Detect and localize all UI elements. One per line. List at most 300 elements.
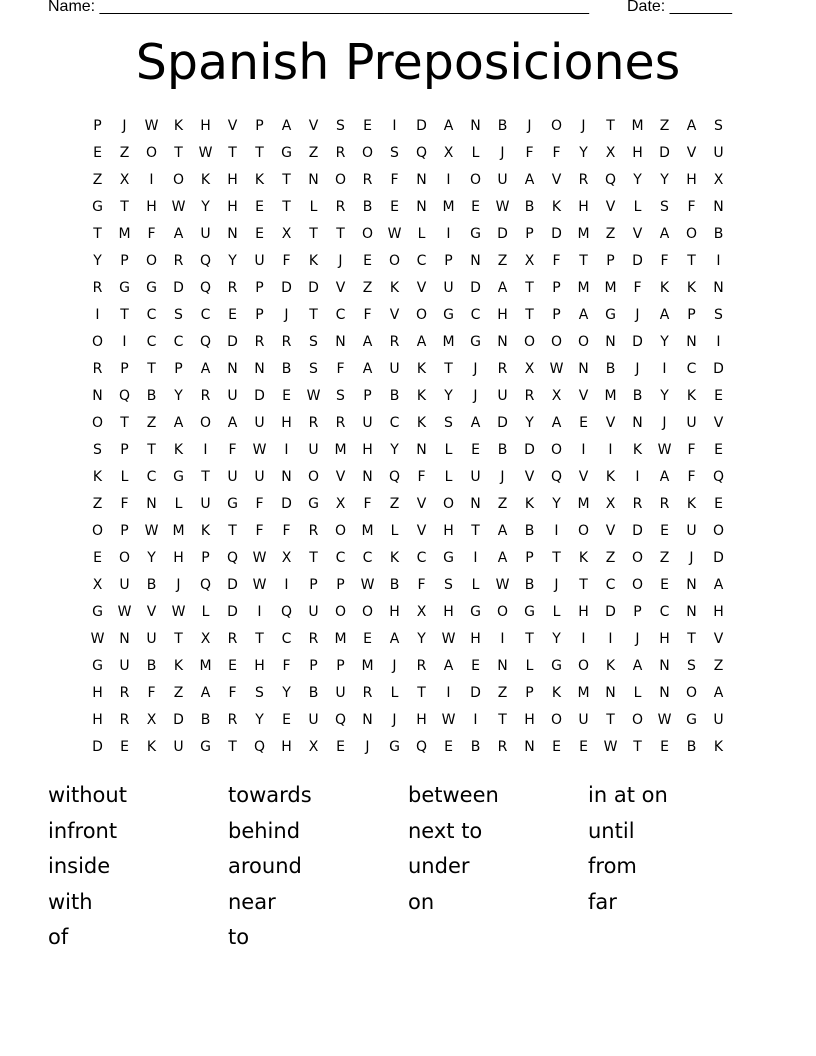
grid-letter: K xyxy=(524,496,535,512)
grid-letter: Z xyxy=(713,658,724,674)
word-list-item: with xyxy=(48,889,93,914)
grid-letter: P xyxy=(552,307,561,323)
grid-letter: U xyxy=(308,604,319,620)
grid-letter: B xyxy=(146,577,157,593)
grid-letter: Q xyxy=(280,604,293,620)
grid-letter: U xyxy=(578,712,589,728)
grid-letter: D xyxy=(632,253,643,269)
word-list xyxy=(48,778,768,956)
grid-letter: F xyxy=(282,523,291,539)
grid-letter: X xyxy=(146,712,157,728)
grid-letter: S xyxy=(714,118,723,134)
grid-letter: K xyxy=(254,172,265,188)
grid-letter: N xyxy=(362,469,373,485)
grid-letter: T xyxy=(255,145,264,161)
grid-letter: A xyxy=(686,118,697,134)
grid-letter: E xyxy=(363,631,372,647)
grid-letter: N xyxy=(119,631,130,647)
grid-letter: G xyxy=(92,658,103,674)
grid-letter: U xyxy=(146,631,157,647)
grid-letter: F xyxy=(120,496,129,512)
grid-letter: I xyxy=(122,334,127,350)
grid-letter: F xyxy=(417,577,426,593)
grid-letter: Y xyxy=(174,388,183,404)
grid-letter: F xyxy=(687,199,696,215)
grid-letter: N xyxy=(497,334,508,350)
grid-letter: G xyxy=(551,658,562,674)
grid-letter: I xyxy=(554,523,559,539)
grid-letter: S xyxy=(660,199,669,215)
grid-letter: L xyxy=(309,199,318,215)
grid-letter: P xyxy=(120,523,129,539)
grid-letter: S xyxy=(444,577,453,593)
grid-letter: W xyxy=(90,631,105,647)
grid-letter: D xyxy=(713,550,724,566)
grid-letter: D xyxy=(632,334,643,350)
grid-letter: Z xyxy=(92,496,103,512)
grid-letter: I xyxy=(473,550,478,566)
grid-letter: F xyxy=(363,496,372,512)
grid-letter: H xyxy=(227,199,238,215)
grid-letter: C xyxy=(605,577,616,593)
grid-letter: R xyxy=(200,388,211,404)
grid-letter: M xyxy=(604,280,617,296)
grid-letter: V xyxy=(551,172,562,188)
grid-letter: F xyxy=(255,496,264,512)
date-field[interactable]: Date: _______ xyxy=(627,0,732,15)
grid-row xyxy=(84,383,732,410)
grid-letter: H xyxy=(254,658,265,674)
grid-letter: R xyxy=(497,361,508,377)
grid-letter: N xyxy=(686,334,697,350)
letter-grid xyxy=(84,113,732,761)
grid-letter: I xyxy=(203,442,208,458)
grid-row xyxy=(84,572,732,599)
grid-letter: N xyxy=(254,361,265,377)
grid-letter: R xyxy=(254,334,265,350)
grid-letter: O xyxy=(577,658,590,674)
word-list-item: until xyxy=(588,818,635,843)
grid-letter: U xyxy=(227,388,238,404)
grid-letter: G xyxy=(92,199,103,215)
grid-letter: N xyxy=(470,496,481,512)
grid-letter: E xyxy=(444,739,453,755)
grid-letter: E xyxy=(714,442,723,458)
grid-letter: B xyxy=(497,118,508,134)
grid-letter: G xyxy=(470,604,481,620)
grid-letter: J xyxy=(392,712,397,728)
grid-letter: P xyxy=(309,577,318,593)
grid-letter: X xyxy=(524,253,535,269)
grid-letter: Y xyxy=(660,172,669,188)
grid-letter: Z xyxy=(605,550,616,566)
grid-row xyxy=(84,653,732,680)
grid-letter: S xyxy=(174,307,183,323)
grid-letter: T xyxy=(525,280,534,296)
grid-letter: O xyxy=(199,415,212,431)
grid-letter: I xyxy=(392,118,397,134)
grid-letter: T xyxy=(174,631,183,647)
grid-letter: T xyxy=(147,442,156,458)
grid-letter: N xyxy=(713,280,724,296)
grid-letter: C xyxy=(200,307,211,323)
grid-letter: K xyxy=(551,685,562,701)
grid-letter: P xyxy=(606,253,615,269)
grid-letter: A xyxy=(362,361,373,377)
grid-letter: U xyxy=(470,469,481,485)
grid-letter: J xyxy=(392,658,397,674)
grid-letter: W xyxy=(198,145,213,161)
grid-letter: M xyxy=(631,118,644,134)
grid-letter: R xyxy=(362,685,373,701)
grid-letter: L xyxy=(417,226,426,242)
grid-letter: U xyxy=(497,388,508,404)
grid-letter: V xyxy=(605,199,616,215)
grid-letter: J xyxy=(635,631,640,647)
grid-letter: L xyxy=(444,469,453,485)
grid-letter: F xyxy=(417,469,426,485)
grid-letter: E xyxy=(714,388,723,404)
grid-letter: H xyxy=(659,631,670,647)
grid-letter: A xyxy=(524,172,535,188)
grid-letter: P xyxy=(525,226,534,242)
grid-letter: G xyxy=(308,496,319,512)
grid-letter: Q xyxy=(415,145,428,161)
grid-letter: A xyxy=(443,658,454,674)
grid-letter: T xyxy=(525,307,534,323)
grid-letter: K xyxy=(713,739,724,755)
grid-letter: K xyxy=(632,442,643,458)
grid-letter: V xyxy=(227,118,238,134)
grid-letter: H xyxy=(443,523,454,539)
grid-letter: P xyxy=(255,280,264,296)
grid-letter: U xyxy=(119,577,130,593)
grid-row xyxy=(84,464,732,491)
grid-letter: D xyxy=(605,604,616,620)
grid-letter: X xyxy=(200,631,211,647)
grid-row xyxy=(84,194,732,221)
grid-letter: N xyxy=(605,685,616,701)
grid-letter: R xyxy=(173,253,184,269)
grid-letter: H xyxy=(578,199,589,215)
grid-letter: N xyxy=(497,658,508,674)
grid-letter: P xyxy=(201,550,210,566)
grid-letter: B xyxy=(524,523,535,539)
grid-letter: U xyxy=(686,415,697,431)
grid-letter: D xyxy=(632,523,643,539)
word-list-item: without xyxy=(48,783,127,807)
word-list-item: under xyxy=(408,854,470,879)
grid-letter: A xyxy=(362,334,373,350)
grid-letter: R xyxy=(524,388,535,404)
grid-letter: E xyxy=(714,496,723,512)
grid-letter: T xyxy=(147,361,156,377)
grid-letter: L xyxy=(444,442,453,458)
grid-letter: T xyxy=(687,631,696,647)
grid-letter: A xyxy=(416,334,427,350)
grid-letter: U xyxy=(119,658,130,674)
grid-letter: A xyxy=(173,415,184,431)
grid-letter: V xyxy=(524,469,535,485)
grid-letter: P xyxy=(255,118,264,134)
grid-letter: C xyxy=(659,604,670,620)
grid-letter: U xyxy=(713,712,724,728)
grid-letter: T xyxy=(336,226,345,242)
grid-letter: I xyxy=(446,172,451,188)
grid-letter: D xyxy=(713,361,724,377)
word-list-item: infront xyxy=(48,818,118,843)
grid-letter: O xyxy=(145,253,158,269)
grid-letter: V xyxy=(713,631,724,647)
grid-letter: O xyxy=(91,523,104,539)
grid-letter: K xyxy=(416,415,427,431)
grid-letter: O xyxy=(361,145,374,161)
grid-letter: G xyxy=(443,550,454,566)
grid-letter: C xyxy=(146,307,157,323)
grid-letter: C xyxy=(470,307,481,323)
grid-letter: B xyxy=(524,577,535,593)
grid-letter: Q xyxy=(388,469,401,485)
grid-letter: L xyxy=(201,604,210,620)
grid-letter: A xyxy=(497,550,508,566)
grid-letter: X xyxy=(281,550,292,566)
grid-letter: T xyxy=(444,361,453,377)
grid-letter: B xyxy=(470,739,481,755)
grid-letter: W xyxy=(657,712,672,728)
grid-letter: T xyxy=(201,469,210,485)
grid-letter: R xyxy=(119,685,130,701)
grid-row xyxy=(84,707,732,734)
grid-letter: A xyxy=(470,415,481,431)
grid-letter: I xyxy=(149,172,154,188)
grid-letter: I xyxy=(608,442,613,458)
grid-letter: M xyxy=(577,280,590,296)
grid-letter: M xyxy=(577,685,590,701)
grid-letter: H xyxy=(578,604,589,620)
grid-row xyxy=(84,410,732,437)
grid-letter: E xyxy=(255,199,264,215)
grid-letter: N xyxy=(578,361,589,377)
grid-letter: G xyxy=(524,604,535,620)
grid-letter: K xyxy=(389,550,400,566)
grid-letter: W xyxy=(144,523,159,539)
grid-letter: D xyxy=(524,442,535,458)
grid-letter: X xyxy=(551,388,562,404)
grid-letter: Y xyxy=(282,685,291,701)
grid-letter: K xyxy=(200,172,211,188)
grid-letter: R xyxy=(227,631,238,647)
grid-letter: E xyxy=(471,199,480,215)
grid-letter: C xyxy=(281,631,292,647)
grid-letter: A xyxy=(632,658,643,674)
grid-letter: N xyxy=(659,658,670,674)
grid-letter: D xyxy=(416,118,427,134)
grid-letter: N xyxy=(335,334,346,350)
grid-letter: Z xyxy=(659,118,670,134)
name-field[interactable]: Name: _______________________________________________________ xyxy=(48,0,589,15)
grid-letter: H xyxy=(281,739,292,755)
grid-letter: A xyxy=(497,523,508,539)
word-list-item: around xyxy=(228,854,302,879)
grid-letter: H xyxy=(443,604,454,620)
grid-letter: N xyxy=(416,442,427,458)
grid-row xyxy=(84,491,732,518)
grid-letter: R xyxy=(335,415,346,431)
grid-letter: O xyxy=(361,604,374,620)
grid-letter: D xyxy=(227,334,238,350)
grid-letter: O xyxy=(577,334,590,350)
grid-letter: J xyxy=(473,361,478,377)
grid-letter: H xyxy=(362,442,373,458)
grid-letter: T xyxy=(93,226,102,242)
grid-letter: N xyxy=(470,253,481,269)
grid-letter: N xyxy=(659,685,670,701)
grid-letter: T xyxy=(174,145,183,161)
grid-letter: E xyxy=(93,550,102,566)
grid-letter: F xyxy=(228,685,237,701)
grid-letter: P xyxy=(336,658,345,674)
grid-letter: T xyxy=(471,523,480,539)
grid-letter: W xyxy=(360,577,375,593)
grid-letter: P xyxy=(552,280,561,296)
grid-letter: U xyxy=(200,496,211,512)
grid-letter: S xyxy=(309,361,318,377)
grid-letter: X xyxy=(605,496,616,512)
grid-letter: N xyxy=(308,172,319,188)
grid-letter: U xyxy=(362,415,373,431)
grid-letter: M xyxy=(334,442,347,458)
grid-letter: V xyxy=(389,307,400,323)
grid-row xyxy=(84,329,732,356)
word-list-item: behind xyxy=(228,818,301,843)
grid-letter: D xyxy=(308,280,319,296)
grid-letter: E xyxy=(471,658,480,674)
grid-letter: N xyxy=(632,415,643,431)
grid-letter: U xyxy=(335,685,346,701)
grid-letter: O xyxy=(388,253,401,269)
grid-letter: I xyxy=(716,253,721,269)
grid-letter: C xyxy=(389,415,400,431)
grid-letter: H xyxy=(497,307,508,323)
grid-letter: L xyxy=(471,145,480,161)
grid-letter: O xyxy=(685,226,698,242)
grid-letter: P xyxy=(687,307,696,323)
grid-letter: I xyxy=(446,226,451,242)
grid-letter: K xyxy=(389,280,400,296)
grid-letter: R xyxy=(362,172,373,188)
grid-letter: T xyxy=(282,172,291,188)
grid-letter: P xyxy=(120,253,129,269)
grid-letter: W xyxy=(495,199,510,215)
grid-letter: I xyxy=(284,442,289,458)
grid-letter: R xyxy=(308,523,319,539)
grid-letter: S xyxy=(336,118,345,134)
grid-letter: U xyxy=(200,226,211,242)
grid-letter: Y xyxy=(660,388,669,404)
grid-letter: I xyxy=(473,712,478,728)
grid-letter: U xyxy=(254,469,265,485)
grid-letter: B xyxy=(389,388,400,404)
grid-letter: R xyxy=(335,199,346,215)
grid-letter: R xyxy=(632,496,643,512)
grid-letter: J xyxy=(500,469,505,485)
grid-letter: F xyxy=(228,442,237,458)
grid-letter: I xyxy=(608,631,613,647)
grid-letter: C xyxy=(173,334,184,350)
grid-row xyxy=(84,437,732,464)
grid-letter: W xyxy=(603,739,618,755)
grid-letter: A xyxy=(200,361,211,377)
grid-letter: J xyxy=(635,361,640,377)
grid-letter: T xyxy=(228,145,237,161)
grid-letter: L xyxy=(525,658,534,674)
grid-letter: Z xyxy=(119,145,130,161)
grid-letter: R xyxy=(92,361,103,377)
grid-letter: A xyxy=(173,226,184,242)
grid-letter: M xyxy=(577,496,590,512)
grid-letter: O xyxy=(307,469,320,485)
grid-letter: S xyxy=(336,388,345,404)
word-list-item: far xyxy=(588,889,617,914)
grid-letter: Y xyxy=(147,550,156,566)
grid-letter: V xyxy=(686,145,697,161)
grid-letter: N xyxy=(686,577,697,593)
grid-letter: C xyxy=(146,469,157,485)
grid-letter: I xyxy=(662,361,667,377)
grid-letter: C xyxy=(146,334,157,350)
grid-letter: P xyxy=(93,118,102,134)
grid-letter: G xyxy=(146,280,157,296)
grid-letter: Z xyxy=(308,145,319,161)
grid-letter: I xyxy=(716,334,721,350)
grid-letter: G xyxy=(92,604,103,620)
grid-letter: D xyxy=(281,280,292,296)
grid-letter: Y xyxy=(633,172,642,188)
grid-letter: W xyxy=(252,442,267,458)
grid-letter: F xyxy=(633,280,642,296)
grid-letter: N xyxy=(470,118,481,134)
grid-letter: A xyxy=(659,307,670,323)
grid-letter: K xyxy=(551,199,562,215)
grid-letter: Q xyxy=(415,739,428,755)
grid-letter: D xyxy=(497,226,508,242)
grid-letter: I xyxy=(257,604,262,620)
grid-letter: Y xyxy=(552,631,561,647)
grid-letter: O xyxy=(631,550,644,566)
word-list-item: from xyxy=(588,854,637,879)
grid-letter: Q xyxy=(226,550,239,566)
grid-letter: D xyxy=(254,388,265,404)
grid-letter: M xyxy=(172,523,185,539)
grid-letter: E xyxy=(471,442,480,458)
grid-letter: P xyxy=(255,307,264,323)
grid-letter: X xyxy=(524,361,535,377)
grid-row xyxy=(84,626,732,653)
grid-letter: M xyxy=(334,631,347,647)
grid-letter: R xyxy=(497,739,508,755)
grid-letter: Q xyxy=(118,388,131,404)
grid-letter: B xyxy=(146,658,157,674)
grid-letter: K xyxy=(173,442,184,458)
grid-letter: F xyxy=(687,442,696,458)
word-list-item: to xyxy=(228,925,250,950)
grid-letter: J xyxy=(554,577,559,593)
grid-letter: D xyxy=(551,226,562,242)
grid-letter: D xyxy=(497,415,508,431)
grid-letter: H xyxy=(227,172,238,188)
grid-letter: J xyxy=(500,145,505,161)
grid-letter: U xyxy=(443,280,454,296)
